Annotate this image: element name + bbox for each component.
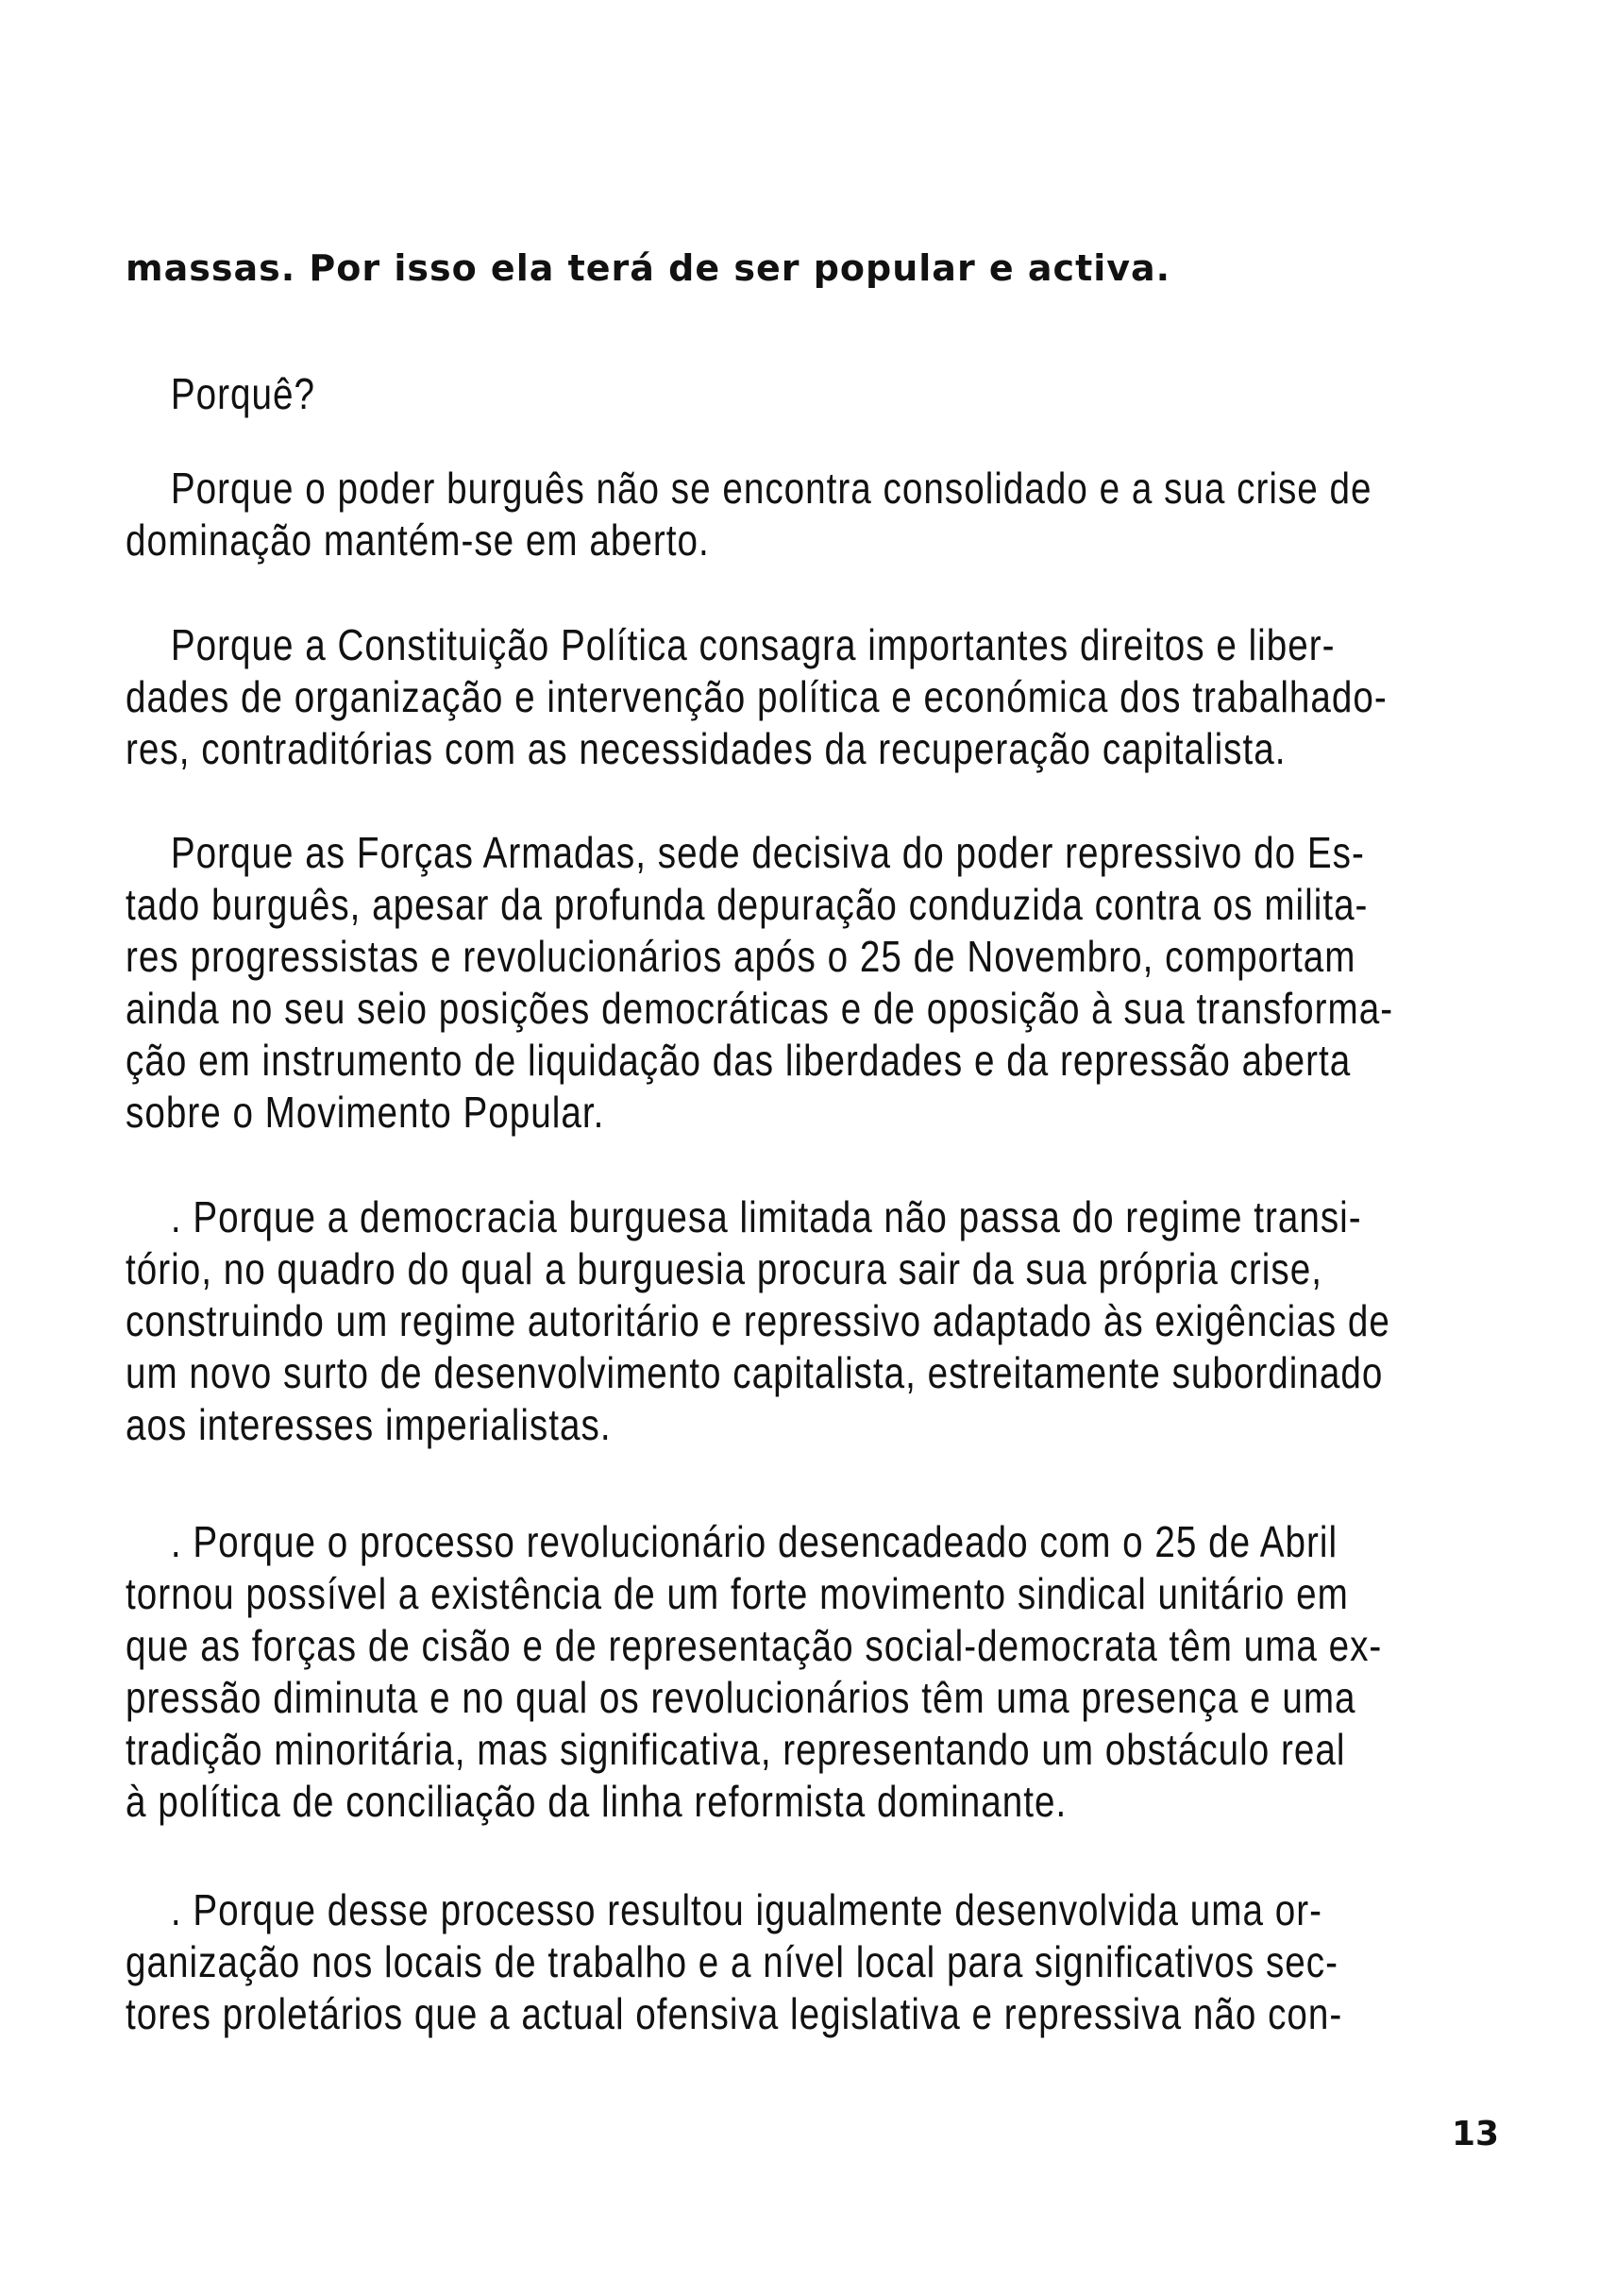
paragraph-line: tório, no quadro do qual a burguesia procura sair da sua própria crise,	[126, 1244, 1322, 1293]
paragraph-line: . Porque o processo revolucionário desencadeado com o 25 de Abril	[170, 1517, 1338, 1566]
paragraph-line: um novo surto de desenvolvimento capitalista, estreitamente subordinado	[126, 1348, 1384, 1397]
paragraph-forcas-armadas	[126, 827, 1394, 1139]
paragraph-line: res, contraditórias com as necessidades da recuperação capitalista.	[126, 724, 1287, 773]
paragraph-line: ganização nos locais de trabalho e a nível local para significativos sec-	[126, 1937, 1338, 1986]
paragraph-line: tornou possível a existência de um forte movimento sindical unitário em	[126, 1569, 1349, 1618]
paragraph-line: Porque as Forças Armadas, sede decisiva do poder repressivo do Es-	[170, 828, 1365, 877]
paragraph-line: sobre o Movimento Popular.	[126, 1088, 605, 1137]
paragraph-line: construindo um regime autoritário e repressivo adaptado às exigências de	[126, 1296, 1390, 1345]
paragraph-line: ainda no seu seio posições democráticas e de oposição à sua transforma-	[126, 984, 1394, 1033]
paragraph-line: aos interesses imperialistas.	[126, 1400, 612, 1449]
paragraph-line: Porque o poder burguês não se encontra consolidado e a sua crise de	[170, 464, 1372, 513]
paragraph-line: Porquê?	[170, 369, 316, 418]
paragraph-line: tradição minoritária, mas significativa, representando um obstáculo real	[126, 1725, 1346, 1774]
paragraph-line: res progressistas e revolucionários após o 25 de Novembro, comportam	[126, 932, 1356, 981]
paragraph-organizacao	[126, 1884, 1343, 2040]
paragraph-poder-burgues	[126, 463, 1372, 566]
paragraph-line: dominação mantém-se em aberto.	[126, 515, 710, 565]
paragraph-line: que as forças de cisão e de representação social-democrata têm uma ex-	[126, 1621, 1383, 1670]
paragraph-processo-revolucionario	[126, 1516, 1383, 1828]
paragraph-line: dades de organização e intervenção política e económica dos trabalhado-	[126, 672, 1388, 721]
lead-line: massas. Por isso ela terá de ser popular e activa.	[126, 247, 1171, 289]
paragraph-line: tado burguês, apesar da profunda depuração conduzida contra os milita-	[126, 880, 1369, 929]
paragraph-porque-question	[126, 368, 1283, 420]
paragraph-democracia-burguesa	[126, 1191, 1390, 1451]
paragraph-line: Porque a Constituição Política consagra importantes direitos e liber-	[170, 620, 1336, 669]
paragraph-line: à política de conciliação da linha reformista dominante.	[126, 1777, 1068, 1826]
page-number: 13	[1452, 2115, 1500, 2153]
paragraph-line: . Porque desse processo resultou igualmente desenvolvida uma or-	[170, 1885, 1322, 1934]
paragraph-constituicao	[126, 619, 1388, 775]
paragraph-line: ção em instrumento de liquidação das liberdades e da repressão aberta	[126, 1036, 1352, 1085]
paragraph-line: tores proletários que a actual ofensiva legislativa e repressiva não con-	[126, 1989, 1343, 2038]
paragraph-line: pressão diminuta e no qual os revolucionários têm uma presença e uma	[126, 1673, 1356, 1722]
paragraph-line: . Porque a democracia burguesa limitada não passa do regime transi-	[170, 1192, 1362, 1241]
